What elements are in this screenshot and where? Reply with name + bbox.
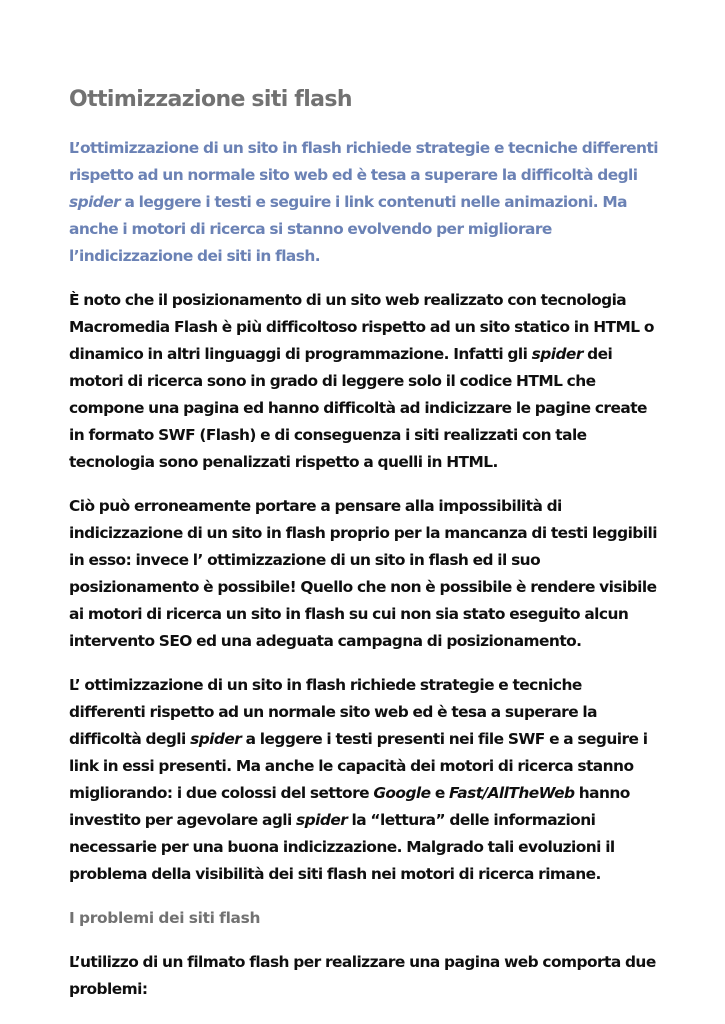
body-paragraph-1 [69,287,661,476]
p4-text-1: L’utilizzo di un filmato flash per realizzare una pagina web comporta due problemi: [69,953,656,998]
p1-text-2: dei motori di ricerca sono in grado di leggere solo il codice HTML che compone una pagina ed hanno difficoltà ad indicizzare le pagine create in formato SWF (Flash) e di conseguenza i siti realizzati con tale tecnologia sono penalizzati rispetto a quelli in HTML. [69,345,647,471]
body-paragraph-4 [69,949,661,1003]
p3-text-1: L’ ottimizzazione di un sito in flash richiede strategie e tecniche differenti rispetto ad un normale sito web ed è tesa a superare la difficoltà degli [69,676,597,748]
p3-text-2: a leggere i testi presenti nei file SWF e a seguire i link in essi presenti. Ma anche le capacità dei motori di ricerca stanno migliorando: i due colossi del settore [69,730,648,802]
intro-emphasis-spider: spider [69,193,121,211]
p3-text-5: la “lettura” delle informazioni necessarie per una buona indicizzazione. Malgrado tali evoluzioni il problema della visibilità dei siti flash nei motori di ricerca rimane. [69,811,615,883]
intro-text-1: L’ottimizzazione di un sito in flash richiede strategie e tecniche differenti rispetto ad un normale sito web ed è tesa a superare la difficoltà degli [69,139,658,184]
p3-text-3: e [430,784,450,802]
body-paragraph-2 [69,493,661,655]
intro-paragraph [69,135,661,270]
p2-text-1: Ciò può erroneamente portare a pensare alla impossibilità di indicizzazione di un sito in flash proprio per la mancanza di testi leggibili in esso: invece l’ ottimizzazione di un sito in flash ed il suo posizionamento è possibile! Quello che non è possibile è rendere visibile ai motori di ricerca un sito in flash su cui non sia stato eseguito alcun intervento SEO ed una adeguata campagna di posizionamento. [69,497,657,650]
intro-text-2: a leggere i testi e seguire i link contenuti nelle animazioni. Ma anche i motori di ricerca si stanno evolvendo per migliorare l’indicizzazione dei siti in flash. [69,193,628,265]
page-title: Ottimizzazione siti flash [69,87,352,112]
body-paragraph-3 [69,672,661,888]
p3-text-4: hanno investito per agevolare agli [69,784,630,829]
p1-emphasis-spider: spider [531,345,583,363]
p1-text-1: È noto che il posizionamento di un sito web realizzato con tecnologia Macromedia Flash è più difficoltoso rispetto ad un sito statico in HTML o dinamico in altri linguaggi di programmazione. Infatti gli [69,291,654,363]
section-subtitle: I problemi dei siti flash [69,909,261,927]
p3-emphasis-spider: spider [190,730,242,748]
p3-emphasis-alltheweb: Fast/AllTheWeb [449,784,575,802]
p3-emphasis-spider-2: spider [296,811,348,829]
p3-emphasis-google: Google [373,784,431,802]
document-page [69,82,661,1020]
